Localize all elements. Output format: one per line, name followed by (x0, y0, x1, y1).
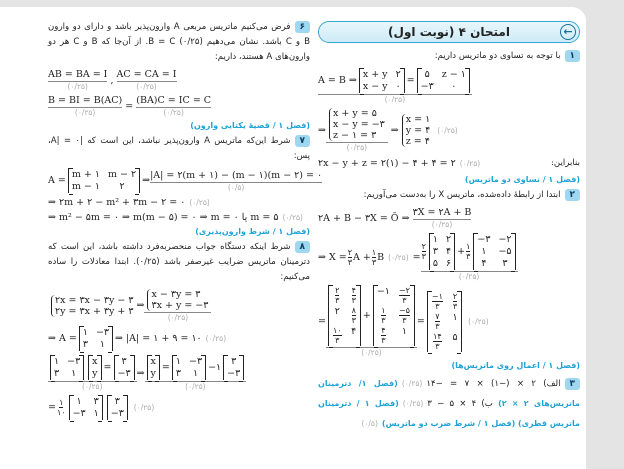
score-label: (۰/۲۵) (82, 382, 103, 391)
score-label: (۰/۲۵) (384, 95, 406, 104)
score-label: (۰/۵) (361, 419, 378, 428)
line-label: بنابراین: (551, 158, 580, 168)
matrix (328, 285, 361, 346)
underbrace-content (413, 207, 472, 220)
denominator: ۳ (402, 296, 407, 305)
denominator: ۳ (351, 316, 356, 325)
matrix (427, 291, 462, 352)
matrix (79, 326, 113, 351)
denominator: ۳ (381, 336, 386, 345)
matrix-cell: ۱ (401, 326, 407, 337)
score-label: (۰/۲۵) (459, 159, 481, 168)
matrix (50, 355, 84, 380)
math-text: A = B ⇒ (318, 75, 357, 86)
right-column (318, 21, 580, 437)
underbrace-group (326, 108, 388, 152)
back-arrow-icon[interactable]: ← (560, 24, 576, 40)
question-text (318, 188, 580, 203)
matrix (223, 355, 244, 380)
denominator: ۳ (435, 301, 440, 311)
underbrace-group (48, 69, 107, 91)
matrix-cell-fraction (453, 292, 457, 311)
equation: ۳x + y = −۳ (151, 300, 209, 311)
matrix-cell: ۱ (192, 368, 199, 379)
matrix-cell: x (92, 356, 98, 367)
matrix-cell: ۰ (395, 81, 401, 92)
question-text (318, 374, 580, 434)
score-label: (۰/۲۵) (402, 399, 424, 408)
matrix-cell: ۱ (93, 408, 99, 419)
numerator: ۸ (351, 306, 356, 315)
matrix-cell: ۳ (121, 356, 127, 367)
question-body: شرط این‌که ماتریس A وارون‌پذیر نباشد، این است که |A| = ۰، پس: (48, 136, 310, 161)
matrix-cell-fraction (378, 326, 389, 345)
score-label: (۰/۲۵) (282, 213, 303, 222)
question-text (48, 240, 310, 285)
matrix-cell: y (150, 368, 156, 379)
math-text: = (412, 251, 421, 263)
matrix-cell: ۳ (93, 396, 99, 407)
matrix-cell: y (92, 368, 98, 379)
matrix-cell: ۵ (432, 258, 438, 269)
denominator: ۳ (435, 341, 440, 351)
matrix-cell: −۳ (477, 234, 491, 245)
matrix-cell: ۱ (71, 368, 77, 379)
math-text: = (318, 315, 326, 327)
question-number-badge: ۱ (565, 50, 581, 62)
math-text: ⇒ X = (318, 251, 347, 263)
matrix-cell: x (150, 356, 156, 367)
answer-a: الف) ۲ × (−۱) × ۷ = −۱۴ (426, 379, 561, 389)
question-text (48, 134, 310, 164)
matrix-cell: ۲ (446, 234, 452, 245)
chapter-tag: (فصل ۱/ دترمینان ماتریس‌های ۲ × ۲) (318, 379, 581, 408)
numerator: ۲ (452, 291, 458, 301)
underbrace-content (136, 95, 211, 108)
matrix-cell: m + ۱ (71, 169, 100, 180)
matrix-cell: −۳ (67, 356, 81, 367)
numerator: −۱ (431, 291, 443, 301)
score-label: (۰/۲۵) (437, 125, 458, 135)
question-body: فرض می‌کنیم ماتریس مربعی A وارون‌پذیر باشد و دارای دو وارون B و C باشد. نشان می‌دهیم B = C (۰/۲۵). از آن‌جا که B و C هر دو وارون‌های A هستند، داریم: (48, 22, 310, 62)
matrix (417, 68, 470, 93)
matrix-cell: −۳ (227, 368, 241, 379)
matrix (114, 355, 135, 380)
score-label: (۰/۲۵) (74, 108, 96, 117)
score-label: (۰/۲۵) (136, 82, 157, 91)
math-text: ⇒ A = (48, 333, 77, 344)
numerator: ۱ (59, 398, 64, 407)
matrix-cell: ۵ (424, 69, 430, 80)
math-line (48, 326, 310, 351)
numerator: ۲ (421, 242, 426, 251)
math-line (48, 168, 323, 193)
denominator: ۳ (335, 336, 340, 345)
math-text: = (416, 315, 425, 327)
matrix-cell: −۱ (376, 286, 390, 297)
numerator: ۱۴ (433, 331, 442, 341)
math-line (48, 95, 310, 117)
matrix-cell: ۳ (114, 396, 120, 407)
equation: x − y = −۳ (332, 119, 385, 130)
math-text: ⇒ (318, 124, 326, 136)
chapter-tag: (فصل ۱ / شرط وارون‌پذیری) (195, 227, 310, 236)
matrix-cell-fraction (352, 306, 356, 325)
matrix (88, 355, 101, 380)
underbrace-content (318, 68, 472, 95)
matrix-cell: ۱ (175, 356, 181, 367)
math-text: (BA)C = IC = C (136, 95, 212, 106)
score-label: (۰/۲۵) (361, 348, 382, 357)
numerator: ۱ (381, 306, 386, 315)
question-number-badge: ۲ (565, 189, 581, 201)
matrix (147, 355, 160, 380)
matrix-cell: ۳ (175, 368, 181, 379)
matrix-cell: ۰ (451, 81, 457, 92)
underbrace-content (150, 170, 322, 183)
score-label: (۰/۲۵) (189, 198, 210, 207)
score-label: (۰/۲۵) (133, 403, 155, 412)
underbrace-content (48, 95, 122, 108)
matrix-cell: ۱ (76, 396, 82, 407)
math-text: = (161, 362, 170, 373)
right-content (318, 49, 580, 434)
numerator: ۷ (435, 311, 440, 321)
score-label: (۰/۲۵) (468, 316, 489, 326)
matrix-cell: ۱ (54, 356, 60, 367)
chapter-tag: (فصل ۱ / اعمال روی ماتریس‌ها) (451, 361, 580, 370)
math-text: ⇒ m² − ۵m = ۰ ⇒ m(m − ۵) = ۰ ⇒ m = ۰ یا m = ۵ (48, 212, 279, 223)
denominator: ۳ (402, 316, 407, 325)
math-text: −۱ (208, 362, 222, 373)
math-text: |A| = ۲(m + ۱) − (m − ۱)(m − ۲) = ۰ (150, 169, 323, 181)
math-text: = (406, 75, 415, 86)
math-expr (318, 158, 484, 169)
numerator: −۵ (398, 306, 410, 315)
math-line (318, 108, 580, 152)
math-text: ⇒ (136, 367, 145, 379)
exam-header (318, 21, 580, 43)
math-line (48, 212, 310, 223)
matrix-cell: ۱ (481, 246, 487, 257)
matrix-cell: −۳ (72, 408, 86, 419)
math-line (318, 207, 580, 229)
equation-system (402, 114, 430, 147)
score-label: (۰/۲۵) (401, 379, 423, 388)
matrix-cell: ۵ (452, 331, 458, 343)
chapter-tag: (فصل ۱ / قضیهٔ یکتایی وارون) (190, 121, 310, 130)
fraction (422, 242, 426, 261)
score-label: (۰/۲۵) (431, 220, 453, 229)
underbrace-group (421, 233, 518, 281)
score-label: (۰/۲۵) (388, 252, 409, 262)
matrix (429, 233, 455, 270)
math-line (318, 285, 580, 357)
matrix-cell: −۳ (189, 356, 203, 367)
equation: x = ۱ (405, 113, 431, 125)
underbrace-group (145, 355, 247, 391)
math-text: ⇒ ۲m + ۲ − m² + ۳m − ۲ = ۰ (48, 197, 186, 208)
denominator: ۱۰ (56, 408, 66, 417)
fraction (57, 398, 66, 417)
matrix-cell-fraction (333, 286, 342, 305)
matrix-cell: ۳ (231, 356, 237, 367)
score-label: (۰/۲۵) (205, 334, 227, 343)
underbrace-content (48, 69, 107, 82)
equation: x − ۳y = ۳ (151, 289, 201, 300)
math-text: ⇒ |A| = ۱ + ۹ = ۱۰ (115, 333, 202, 344)
math-line (48, 355, 310, 391)
numerator: ۲ (347, 247, 353, 257)
matrix-cell: ۱ (432, 234, 438, 245)
math-line (48, 289, 310, 322)
matrix-cell-fraction (378, 306, 389, 325)
equation-system (329, 108, 385, 141)
numerator: −۲ (398, 286, 410, 295)
equation: ۲y = ۳x + ۳y + ۳ (55, 305, 134, 317)
math-text: + (362, 310, 371, 321)
chapter-tag: (فصل ۱ / دترمینان ماتریس قطری) (318, 399, 580, 428)
matrix-cell: ۴ (351, 326, 357, 337)
matrix-cell: −۳ (110, 408, 124, 419)
matrix-cell: −۳ (117, 368, 131, 379)
matrix (473, 233, 515, 270)
matrix (107, 395, 128, 420)
underbrace-content (117, 69, 177, 82)
denominator: ۳ (335, 296, 340, 305)
math-line (318, 156, 580, 171)
underbrace-group (48, 355, 137, 391)
math-text: AB = BA = I (48, 69, 108, 80)
score-label: (۰/۲۵) (67, 82, 88, 91)
matrix-cell: ۳ (82, 339, 88, 350)
matrix-cell: −۲ (498, 234, 512, 245)
underbrace-content (144, 289, 211, 313)
equation-system (51, 295, 134, 317)
exam-title: امتحان ۴ (نوبت اول) (388, 25, 510, 39)
underbrace-content (48, 355, 137, 382)
math-text: AC = CA = I (116, 69, 177, 80)
math-text: ⇒ (142, 175, 151, 186)
matrix-cell: z − ۱ (441, 69, 466, 80)
matrix-cell: ۳ (54, 368, 60, 379)
math-text: = (103, 362, 112, 373)
math-line (48, 197, 310, 208)
matrix-cell-fraction (432, 312, 443, 331)
math-line (48, 69, 310, 91)
matrix-cell: ۲ (334, 306, 340, 317)
question-text (318, 49, 580, 64)
left-column (48, 17, 323, 424)
matrix (69, 395, 103, 420)
question-number-badge: ۸ (295, 241, 311, 253)
math-text: A + (353, 251, 371, 263)
math-text: A = (48, 175, 66, 186)
matrix-cell: ۳ (502, 258, 508, 269)
matrix-cell: m − ۱ (71, 181, 100, 192)
answer-b: ب) ۴ × ۵ − ۳ (427, 399, 493, 409)
question-body: ابتدا از رابطهٔ داده‌شده، ماتریس X را به‌دست می‌آوریم: (363, 190, 561, 200)
denominator: ۳ (371, 257, 377, 267)
denominator: ۳ (466, 252, 471, 261)
denominator: ۳ (435, 321, 440, 331)
math-text: ⇒ (136, 300, 145, 311)
matrix-cell: x − y (362, 81, 388, 92)
denominator: ۳ (347, 257, 353, 267)
math-text: B (377, 251, 385, 263)
math-text: + (457, 246, 466, 257)
matrix-cell-fraction (432, 292, 443, 311)
equation: z = ۴ (405, 135, 430, 147)
question-body: شرط اینکه دستگاه جواب منحصربه‌فرد داشته باشد، این است که دترمینان ماتریس ضرایب غیرصفر باشد (۰/۲۵). ابتدا معادلات را ساده می‌کنیم: (48, 242, 311, 282)
underbrace-group (150, 170, 322, 192)
underbrace-group (413, 207, 472, 229)
equation: z − ۱ = ۳ (332, 130, 377, 141)
question-body: با توجه به تساوی دو ماتریس داریم: (434, 51, 561, 61)
chapter-tag: (فصل ۱ / تساوی دو ماتریس) (464, 175, 580, 184)
matrix-cell: m − ۲ (107, 169, 137, 180)
equation: y = ۴ (405, 124, 431, 136)
matrix-cell-fraction (432, 332, 443, 351)
math-text: ۲x − y + z = ۲(۱) − ۴ + ۴ = ۲ (318, 158, 456, 169)
math-text: = (48, 402, 56, 413)
fraction (372, 248, 376, 267)
matrix-cell: ۱ (99, 339, 106, 350)
score-label: (۰/۲۵) (458, 272, 480, 281)
numerator: ۱ (466, 242, 471, 251)
fraction (466, 242, 470, 261)
matrix-cell: ۲ (395, 69, 401, 80)
question-text (48, 20, 310, 65)
underbrace-content (326, 285, 417, 348)
chapter-tag: (فصل ۱ / شرط ضرب دو ماتریس) (381, 419, 516, 428)
matrix-cell: ۶ (446, 258, 452, 269)
math-line (48, 395, 310, 420)
matrix-cell-fraction (399, 306, 410, 325)
denominator: ۳ (421, 252, 426, 261)
numerator: ۲ (335, 286, 340, 295)
underbrace-group (144, 289, 211, 322)
matrix-cell: ۲ (119, 181, 125, 192)
underbrace-group (136, 95, 211, 117)
matrix-cell: −۳ (420, 81, 434, 92)
underbrace-group (117, 69, 177, 91)
matrix-cell-fraction (399, 286, 410, 305)
numerator: ۴ (381, 326, 386, 335)
exam-answer-page (0, 7, 586, 469)
underbrace-content (421, 233, 518, 272)
matrix-cell: −۵ (498, 246, 512, 257)
matrix-cell: ۳ (432, 246, 438, 257)
matrix-cell: ۱ (452, 311, 458, 323)
math-text: B = BI = B(AC) (48, 95, 123, 106)
matrix-cell: ۴ (481, 258, 487, 269)
denominator: ۳ (351, 296, 356, 305)
math-text: ⇒ (387, 124, 399, 136)
score-label: (۰/۲۵) (167, 313, 189, 322)
question-number-badge: ۳ (565, 378, 581, 390)
underbrace-group (48, 95, 122, 117)
math-line (318, 68, 580, 104)
underbrace-group (326, 285, 417, 357)
numerator: ۱۰ (332, 326, 342, 335)
matrix (359, 68, 405, 93)
matrix (172, 355, 206, 380)
question-number-badge: ۷ (295, 135, 311, 147)
underbrace-content (326, 108, 388, 143)
matrix (68, 168, 140, 193)
matrix (373, 285, 415, 346)
question-number-badge: ۶ (295, 21, 311, 33)
math-text: ۳X = ۲A + B (412, 207, 472, 218)
math-text: ۲A + B − ۳X = Ō ⇒ (318, 212, 413, 224)
math-line (318, 233, 580, 281)
matrix-cell: −۳ (95, 327, 109, 338)
score-label: (۰/۲۵) (163, 108, 184, 117)
math-text: , (107, 74, 117, 86)
matrix-cell-fraction (333, 326, 342, 345)
denominator: ۳ (452, 301, 458, 311)
score-label: (۰/۲۵) (346, 143, 368, 152)
underbrace-group (318, 68, 472, 104)
math-text: = (122, 100, 137, 112)
matrix-cell: ۴ (446, 246, 452, 257)
equation: x + y = ۵ (332, 108, 377, 119)
numerator: ۱ (371, 247, 377, 257)
underbrace-content (145, 355, 247, 382)
equation-system (147, 289, 208, 311)
score-label: (۰/۵) (227, 182, 245, 192)
score-label: (۰/۲۵) (185, 382, 206, 391)
equation: ۲x = ۳x − ۳y − ۳ (55, 294, 134, 306)
fraction (348, 248, 352, 267)
denominator: ۳ (381, 316, 386, 325)
matrix-cell-fraction (352, 286, 356, 305)
numerator: ۴ (351, 286, 356, 295)
matrix-cell: x + y (362, 69, 388, 80)
matrix-cell: ۱ (82, 327, 88, 338)
